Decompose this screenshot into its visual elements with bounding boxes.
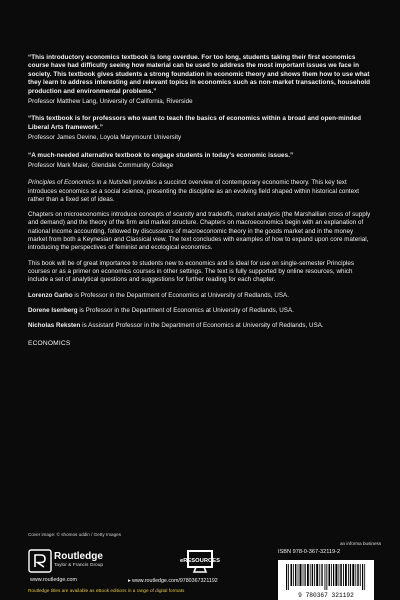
subject-category: ECONOMICS <box>28 340 71 348</box>
endorsement-quote <box>28 54 374 106</box>
barcode-number: 9 780367 321192 <box>298 592 354 599</box>
routledge-logo <box>28 549 138 583</box>
isbn-barcode <box>278 560 374 600</box>
quote-attribution: Professor James Devine, Loyola Marymount University <box>28 134 182 142</box>
ebook-availability-note: Routledge titles are available as eBook editions in a range of digital formats <box>28 588 185 593</box>
description-text: provides a succinct overview of contemporary economic theory. This key text introduces economics as a social science, presenting the discipline as an evolving field shaped within historical context rather than a fixed set of ideas. <box>28 179 360 203</box>
informa-business-tag: an informa business <box>340 541 382 546</box>
barcode-icon <box>278 562 374 592</box>
publisher-name: Routledge <box>54 551 103 562</box>
author-name: Lorenzo Garbo <box>28 291 73 299</box>
quote-text: “This textbook is for professors who want to teach the basics of economics within a broad and open-minded Liberal Arts framework.” <box>28 115 362 131</box>
publisher-url[interactable]: www.routledge.com <box>30 577 78 583</box>
author-affiliation: is Assistant Professor in the Department of Economics at University of Redlands, USA. <box>80 322 324 330</box>
book-description <box>28 179 374 204</box>
routledge-logo-icon <box>28 549 52 573</box>
endorsement-quote <box>28 152 374 171</box>
quote-attribution: Professor Mark Maier, Glendale Community College <box>28 161 174 169</box>
eresources-label: eRESOURCES <box>180 558 220 564</box>
author-affiliation: is Professor in the Department of Economics at University of Redlands, USA. <box>72 291 289 299</box>
eresources-url[interactable] <box>128 578 278 584</box>
audience-description: This book will be of great importance to students new to economics and is ideal for use on single-semester Principles courses or as a primer on economics courses in other settings. The text is fully supported by online resources, which include a set of analytical questions and suggestions for further reading for each chapter. <box>28 259 355 284</box>
author-bio <box>28 307 374 315</box>
publisher-subtitle: Taylor & Francis Group <box>54 563 104 568</box>
author-bio <box>28 292 374 300</box>
isbn-label: ISBN 978-0-367-32119-2 <box>278 549 341 555</box>
author-affiliation: is Professor in the Department of Economics at University of Redlands, USA. <box>77 306 294 314</box>
quote-text: “A much-needed alternative textbook to engage students in today’s economic issues.” <box>28 151 294 159</box>
back-cover-body <box>28 54 374 349</box>
author-bio <box>28 322 374 330</box>
eresources-logo <box>174 547 226 577</box>
quote-text: “This introductory economics textbook is long overdue. For too long, students taking their first economics course have had difficulty seeing how material can be used to address the most important issues we face in society. This textbook gives students a strong foundation in economic theory and shows them how to use what they learn to address interesting and relevant topics in economics such as non-market transactions, household production and environmental problems.” <box>28 54 371 95</box>
quote-attribution: Professor Matthew Lang, University of California, Riverside <box>28 98 193 106</box>
author-name: Dorene Isenberg <box>28 306 78 314</box>
book-title: Principles of Economics in a Nutshell <box>28 179 132 187</box>
web-icon: ▸ <box>128 578 133 584</box>
endorsement-quote <box>28 115 374 142</box>
cover-image-credit: Cover image: © shomos uddin / Getty Images <box>28 532 122 537</box>
chapters-description: Chapters on microeconomics introduce concepts of scarcity and tradeoffs, market analysis (the Marshallian cross of supply and demand) and the theory of the firm and market structure. Chapters on macroeconomics begin with an explanation of national income accounting, followed by discussions of macroeconomic theory in the goods market and in the money market from both a Keynesian and Classical view. The text concludes with examples of how to expand upon core material, introducing the perspectives of feminist and ecological economics. <box>28 211 371 252</box>
eresources-url-text: www.routledge.com/9780367321192 <box>132 578 218 584</box>
author-name: Nicholas Reksten <box>28 322 81 330</box>
